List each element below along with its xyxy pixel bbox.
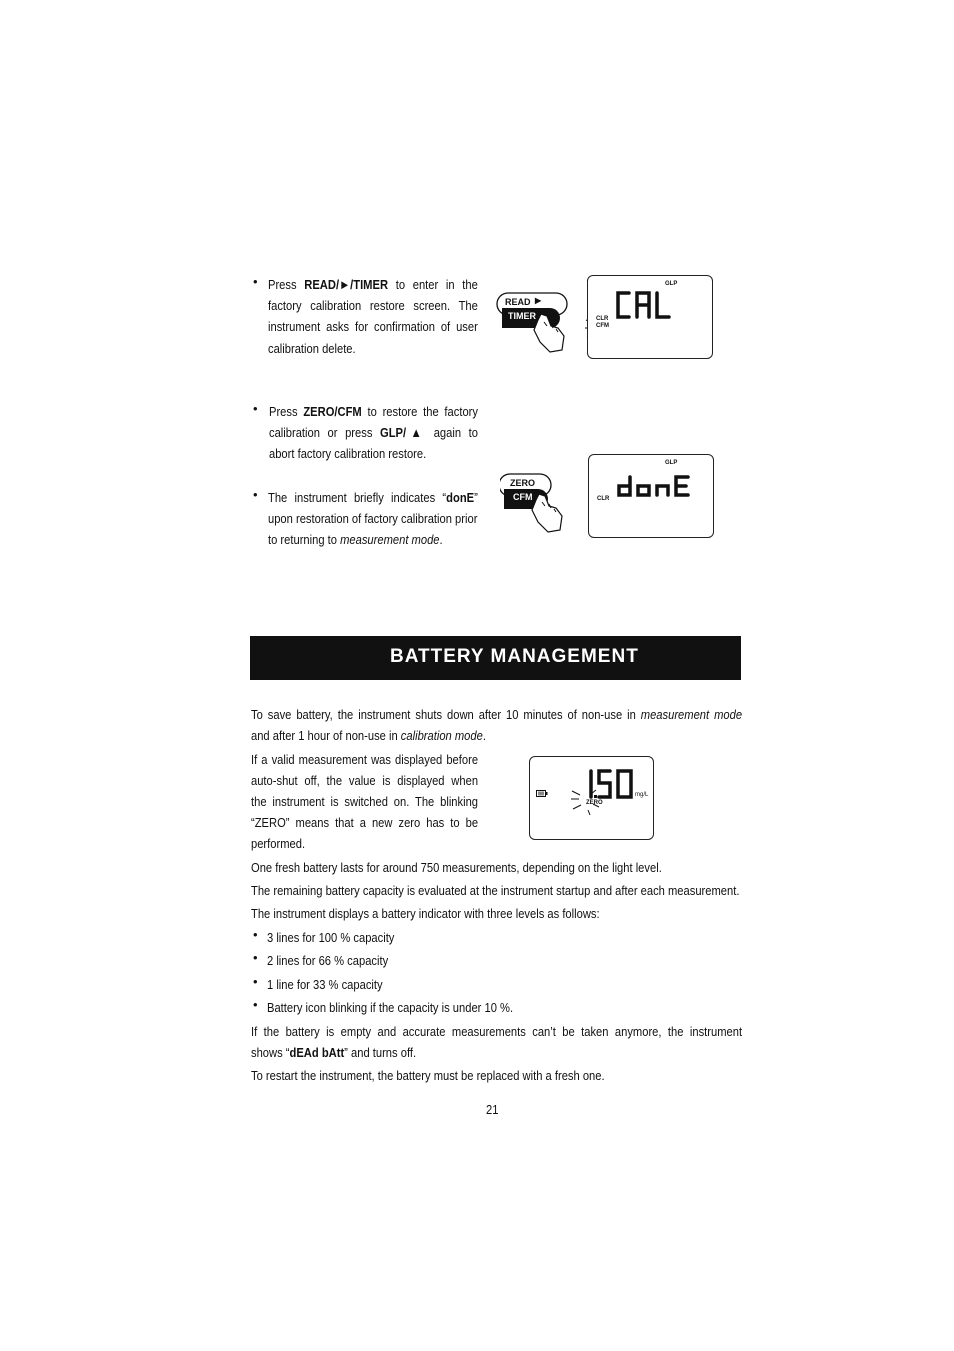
page-number: 21 [486,1102,499,1117]
battery-p2-line3: the instrument is switched on. The blinking [251,794,479,809]
bullet1-line2: factory calibration restore screen. The [268,298,478,313]
bullet2-line2: calibration or press GLP/▲ again to [269,425,478,440]
bullet-dot: • [253,950,258,965]
cfm-label: CFM [513,492,533,502]
battery-p1-line2: and after 1 hour of non-use in calibration mode. [251,728,486,743]
battery-p6-line2: shows “dEAd bAtt” and turns off. [251,1045,417,1060]
bullet2-line1: Press ZERO/CFM to restore the factory [269,404,478,419]
bullet-dot: • [253,974,258,989]
clr-indicator: CLR [597,496,610,502]
bullet-dot: • [253,274,258,289]
lcd-segments-done [616,475,696,497]
zero-indicator: ZERO [586,800,603,806]
battery-p2-line5: performed. [251,836,306,851]
clr-indicator: CLR [596,316,609,322]
bullet3-line3: to returning to measurement mode. [268,532,443,547]
lcd-display-reading [529,756,654,840]
cfm-indicator: CFM [596,323,609,329]
bullet1-line3: instrument asks for confirmation of user [268,319,478,334]
glp-indicator: GLP [665,460,678,466]
bullet3-line2: upon restoration of factory calibration prior [268,511,478,526]
read-label: READ [505,297,531,307]
timer-label: TIMER [508,311,536,321]
battery-p3: One fresh battery lasts for around 750 measurements, depending on the light level. [251,860,662,875]
battery-list-item: 3 lines for 100 % capacity [267,930,395,945]
battery-p1-line1: To save battery, the instrument shuts down after 10 minutes of non-use in measurement mode [251,707,743,722]
glp-indicator: GLP [665,281,678,287]
section-banner [250,636,741,680]
play-icon: ▶ [535,296,542,305]
battery-p4: The remaining battery capacity is evaluated at the instrument startup and after each measurement. [251,883,740,898]
battery-p5: The instrument displays a battery indicator with three levels as follows: [251,906,600,921]
battery-p2-line4: “ZERO” means that a new zero has to be [251,815,479,830]
bullet2-line3: abort factory calibration restore. [269,446,427,461]
bullet-dot: • [253,997,258,1012]
bullet-dot: • [253,927,258,942]
battery-icon [536,790,548,797]
battery-list-item: 2 lines for 66 % capacity [267,953,389,968]
bullet-dot: • [253,401,258,416]
lcd-display-done [588,454,714,538]
bullet1-line1: Press READ/►/TIMER to enter in the [268,277,478,292]
bullet1-line4: calibration delete. [268,341,356,356]
lcd-segments-cal [615,291,671,319]
battery-p7: To restart the instrument, the battery must be replaced with a fresh one. [251,1068,605,1083]
unit-indicator: mg/L [635,792,649,798]
battery-list-item: 1 line for 33 % capacity [267,977,383,992]
bullet3-line1: The instrument briefly indicates “donE” [268,490,478,505]
lcd-display-cal [587,275,713,359]
zero-label: ZERO [510,478,536,488]
battery-p6-line1: If the battery is empty and accurate measurements can’t be taken anymore, the instrument [251,1024,743,1039]
lcd-segments-reading [587,769,637,799]
section-title: BATTERY MANAGEMENT [390,646,639,667]
battery-p2-line1: If a valid measurement was displayed before [251,752,479,767]
battery-p2-line2: auto-shut off, the value is displayed when [251,773,479,788]
bullet-dot: • [253,487,258,502]
battery-list-item: Battery icon blinking if the capacity is under 10 %. [267,1000,514,1015]
